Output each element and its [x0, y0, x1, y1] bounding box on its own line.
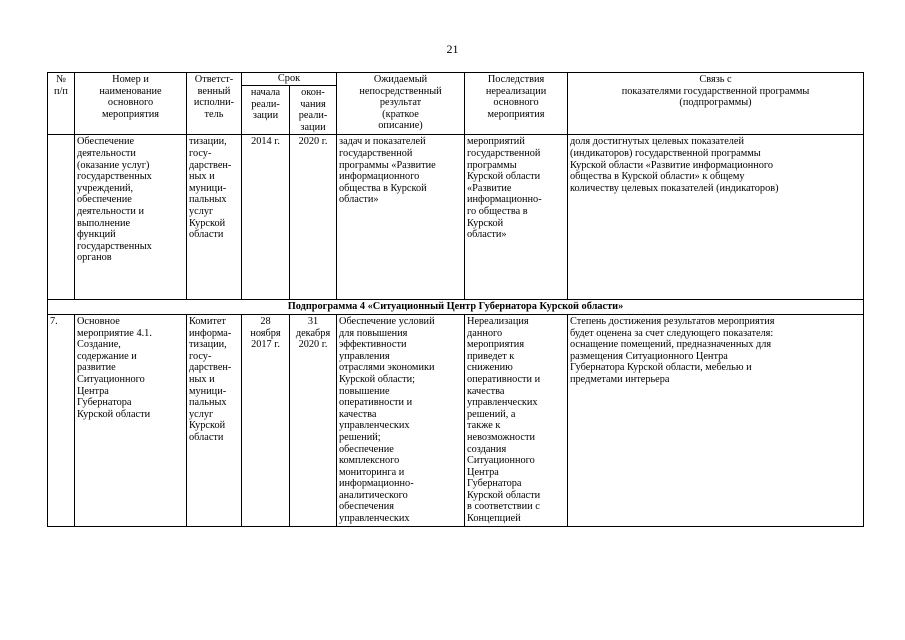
text-line: Нереализация — [467, 315, 529, 327]
text-line: количеству целевых показателей (индикаторов) — [570, 182, 779, 194]
text-line: зации — [252, 110, 279, 122]
text-line: информа- — [189, 327, 232, 339]
text-line: приведет к — [467, 350, 515, 362]
text-line: го общества в — [467, 205, 528, 217]
header-link — [568, 73, 864, 135]
text-line: предметами интерьера — [570, 373, 670, 385]
text-line: информационно- — [467, 194, 542, 206]
header-executor — [187, 73, 242, 135]
subprogram-title: Подпрограмма 4 «Ситуационный Центр Губернатора Курской области» — [48, 300, 864, 315]
text-line: области — [189, 229, 224, 241]
text-line: Обеспечение — [77, 136, 135, 148]
row2-name — [75, 314, 187, 526]
text-line: государственных — [77, 171, 152, 183]
subprogram-row — [48, 300, 864, 315]
text-line: Номер и — [112, 74, 149, 85]
text-line: основного — [107, 97, 154, 109]
text-line: Связь с — [699, 74, 732, 85]
text-line: повышение — [339, 385, 390, 397]
measures-table — [47, 72, 864, 527]
text-line: органов — [77, 252, 112, 264]
header-end — [290, 86, 337, 135]
text-line: муници- — [189, 385, 227, 397]
row2-executor — [187, 314, 242, 526]
row1-executor — [187, 135, 242, 300]
text-line: Комитет — [189, 315, 226, 327]
text-line: Создание, — [77, 339, 121, 351]
header-start — [242, 86, 290, 135]
text-line: оперативности и — [467, 373, 541, 385]
text-line: Курской — [189, 420, 226, 432]
text-line: области» — [339, 194, 379, 206]
text-line: № — [56, 74, 66, 85]
text-line: в соответствии с — [467, 501, 540, 513]
text-line: начала — [250, 87, 281, 98]
text-line: государственной — [339, 147, 413, 159]
row1-name — [75, 135, 187, 300]
text-line: мониторинга и — [339, 466, 405, 478]
text-line: невозможности — [467, 431, 535, 443]
text-line: Курской области; — [339, 373, 415, 385]
row2-consequences — [465, 314, 568, 526]
row1-start: 2014 г. — [242, 135, 290, 300]
row2-end — [290, 314, 337, 526]
text-line: мероприятий — [467, 136, 525, 148]
text-line: Курской — [189, 217, 226, 229]
text-line: качества — [467, 385, 505, 397]
text-line: дарствен- — [189, 159, 232, 171]
text-line: 31 — [307, 315, 319, 327]
text-line: наименование — [99, 85, 162, 97]
text-line: Центра — [467, 466, 499, 478]
text-line: п/п — [54, 85, 68, 97]
text-line: доля достигнутых целевых показателей — [570, 136, 744, 148]
text-line: мероприятия — [467, 339, 525, 351]
text-line: ных и — [189, 373, 215, 385]
text-line: аналитического — [339, 489, 408, 501]
text-line: услуг — [189, 408, 214, 420]
header-result — [337, 73, 465, 135]
text-line: окон- — [301, 87, 325, 98]
text-line: госу- — [189, 350, 212, 362]
header-consequences — [465, 73, 568, 135]
text-line: описание) — [378, 120, 423, 132]
text-line: содержание и — [77, 350, 137, 362]
text-line: деятельности и — [77, 205, 145, 217]
text-line: Центра — [77, 385, 109, 397]
text-line: программы «Развитие — [339, 159, 436, 171]
text-line: Курской области — [77, 408, 151, 420]
text-line: учреждений, — [77, 182, 134, 194]
text-line: дарствен- — [189, 362, 232, 374]
text-line: оперативности и — [339, 397, 413, 409]
text-line: Степень достижения результатов мероприятия — [570, 315, 775, 327]
text-line: задач и показателей — [339, 136, 426, 148]
text-line: муници- — [189, 182, 227, 194]
text-line: мероприятие 4.1. — [77, 327, 152, 339]
text-line: (подпрограммы) — [679, 97, 752, 109]
text-line: общества в Курской — [339, 182, 427, 194]
text-line: выполнение — [77, 217, 131, 229]
text-line: (краткое — [382, 108, 419, 120]
text-line: Губернатора — [467, 478, 522, 490]
text-line: исполни- — [193, 97, 235, 109]
text-line: эффективности — [339, 339, 407, 351]
header-name — [75, 73, 187, 135]
text-line: декабря — [295, 327, 331, 339]
text-line: Курской области «Развитие информационного — [570, 159, 774, 171]
text-line: обеспечения — [339, 501, 394, 513]
text-line: снижению — [467, 362, 513, 374]
text-line: пальных — [189, 397, 227, 409]
row1-consequences — [465, 135, 568, 300]
text-line: Ситуационного — [77, 373, 145, 385]
text-line: области — [189, 431, 224, 443]
text-line: для повышения — [339, 327, 408, 339]
text-line: управления — [339, 350, 390, 362]
text-line: мероприятия — [101, 108, 160, 120]
text-line: результат — [379, 97, 422, 109]
text-line: тизации, — [189, 136, 227, 148]
text-line: размещения Ситуационного Центра — [570, 350, 728, 362]
text-line: госу- — [189, 147, 212, 159]
row2-start — [242, 314, 290, 526]
text-line: Основное — [77, 315, 120, 327]
text-line: оснащение помещений, предназначенных для — [570, 339, 772, 351]
row2-result — [337, 314, 465, 526]
text-line: Обеспечение условий — [339, 315, 435, 327]
text-line: основного — [493, 97, 539, 109]
text-line: «Развитие — [467, 182, 512, 194]
row1-num — [48, 135, 75, 300]
text-line: Ответст- — [194, 74, 234, 85]
text-line: нереализации — [485, 85, 547, 97]
text-line: будет оценена за счет следующего показателя: — [570, 327, 774, 339]
text-line: также к — [467, 420, 501, 432]
text-line: государственной — [467, 147, 541, 159]
text-line: управленческих — [339, 420, 410, 432]
text-line: Курской области — [467, 489, 541, 501]
text-line: общества в Курской области» к общему — [570, 171, 745, 183]
text-line: создания — [467, 443, 507, 455]
text-line: Курской области — [467, 171, 541, 183]
header-term: Срок — [242, 73, 337, 86]
text-line: мероприятия — [487, 108, 545, 120]
text-line: Губернатора Курской области, мебелью и — [570, 362, 752, 374]
text-line: управленческих — [467, 397, 538, 409]
text-line: информационно- — [339, 478, 414, 490]
text-line: реали- — [298, 110, 328, 122]
text-line: Ситуационного — [467, 455, 535, 467]
text-line: (оказание услуг) — [77, 159, 150, 171]
row2-num: 7. — [48, 314, 75, 526]
row1-end: 2020 г. — [290, 135, 337, 300]
text-line: Губернатора — [77, 397, 132, 409]
text-line: чания — [300, 98, 326, 110]
text-line: Концепцией — [467, 513, 521, 525]
text-line: зации — [300, 121, 326, 133]
table-row — [48, 135, 864, 300]
text-line: непосредственный — [359, 85, 442, 97]
page-number: 21 — [446, 42, 459, 56]
text-line: развитие — [77, 362, 116, 374]
text-line: комплексного — [339, 455, 400, 467]
row1-link — [568, 135, 864, 300]
header-num — [48, 73, 75, 135]
text-line: информационного — [339, 171, 420, 183]
text-line: Последствия — [487, 74, 545, 85]
text-line: области» — [467, 229, 507, 241]
text-line: 2017 г. — [251, 339, 280, 351]
text-line: функций — [77, 229, 116, 241]
text-line: государственных — [77, 240, 152, 252]
row1-result — [337, 135, 465, 300]
text-line: ноября — [250, 327, 281, 339]
text-line: решений; — [339, 431, 381, 443]
text-line: Ожидаемый — [373, 74, 428, 85]
text-line: ных и — [189, 171, 215, 183]
text-line: обеспечение — [339, 443, 394, 455]
text-line: управленческих — [339, 513, 410, 525]
text-line: тизации, — [189, 339, 227, 351]
text-line: услуг — [189, 205, 214, 217]
text-line: обеспечение — [77, 194, 132, 206]
text-line: 28 — [260, 315, 271, 327]
text-line: программы — [467, 159, 517, 171]
text-line: тель — [204, 108, 224, 120]
text-line: деятельности — [77, 147, 136, 159]
text-line: 2020 г. — [298, 339, 328, 351]
text-line: реали- — [251, 98, 280, 110]
text-line: Курской — [467, 217, 504, 229]
text-line: данного — [467, 327, 503, 339]
text-line: (индикаторов) государственной программы — [570, 147, 761, 159]
text-line: венный — [197, 85, 231, 97]
text-line: качества — [339, 408, 377, 420]
row2-link — [568, 314, 864, 526]
text-line: решений, а — [467, 408, 516, 420]
text-line: показателями государственной программы — [621, 85, 810, 97]
text-line: пальных — [189, 194, 227, 206]
table-row — [48, 314, 864, 526]
text-line: отраслями экономики — [339, 362, 435, 374]
table-header-row — [48, 73, 864, 86]
